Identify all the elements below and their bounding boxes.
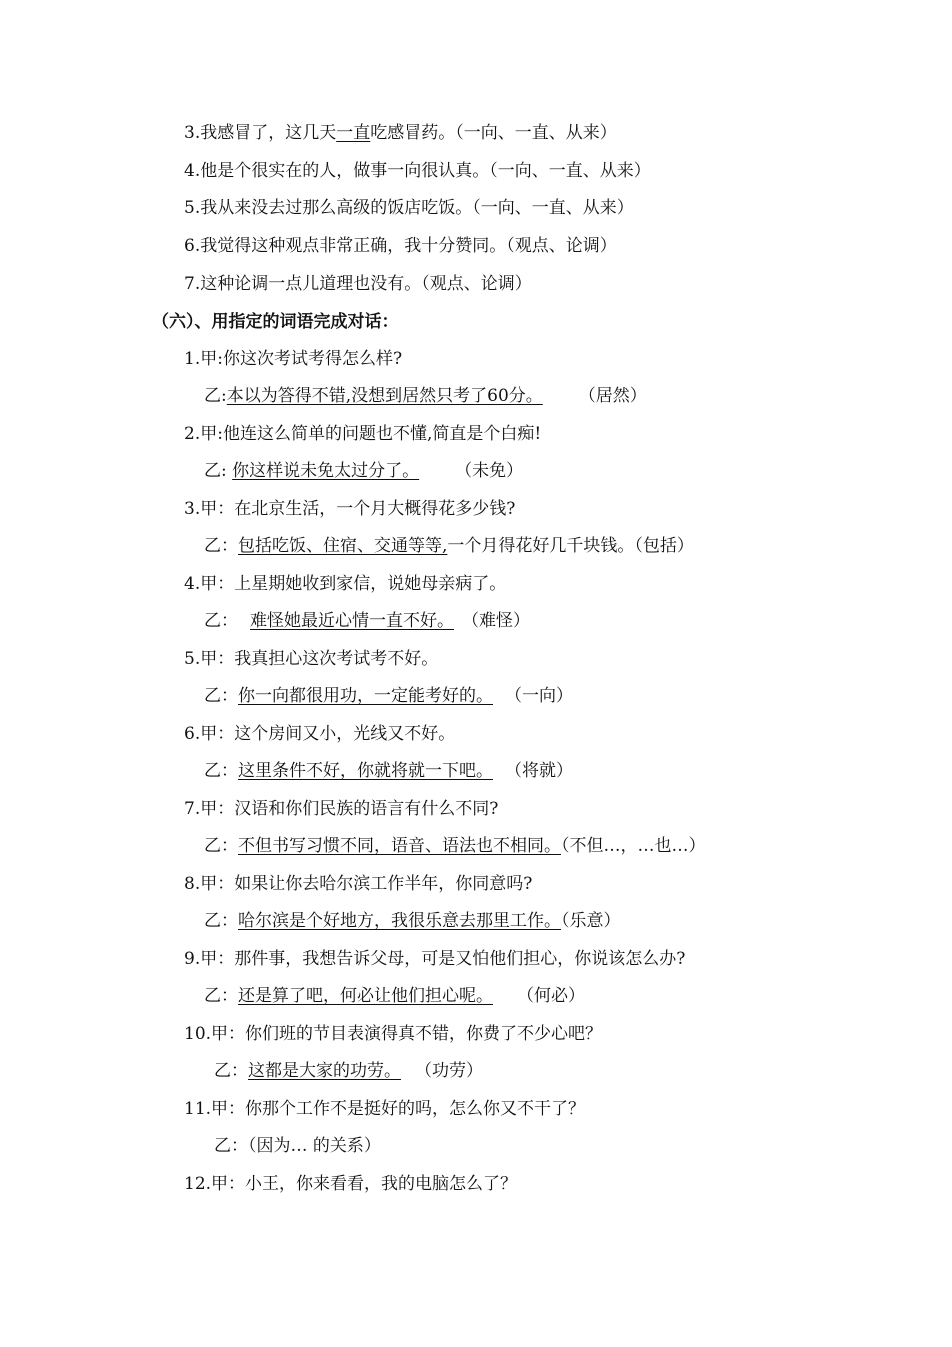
answer-prefix: 乙： [204, 611, 238, 631]
item-5 [184, 197, 634, 219]
answer-prefix: 乙： [204, 986, 238, 1006]
item-text: 我感冒了，这几天 [200, 123, 337, 143]
underlined-answer: 还是算了吧，何必让他们担心呢。 [238, 986, 493, 1006]
answer-prefix: 乙： [204, 761, 238, 781]
underlined-answer: 包括吃饭、住宿、交通等等, [238, 536, 448, 556]
item-text: 我从来没去过那么高级的饭店吃饭。（一向、一直、从来） [200, 198, 634, 218]
answer-prefix: 乙： [204, 686, 238, 706]
item-number: 9. [184, 949, 201, 969]
item-number: 7. [184, 799, 201, 819]
item-number: 8. [184, 874, 201, 894]
hint-word: （功劳） [415, 1061, 483, 1081]
item-number: 6. [184, 724, 201, 744]
item-3 [184, 122, 617, 144]
dialogue-1-answer [204, 385, 647, 407]
underlined-answer: 你一向都很用功，一定能考好的。 [238, 686, 493, 706]
underlined-answer: 哈尔滨是个好地方，我很乐意去那里工作。 [238, 911, 561, 931]
answer-prefix: 乙: [204, 386, 227, 406]
answer-text: 一个月得花好几千块钱。（包括） [447, 536, 694, 556]
dialogue-10-question [184, 1023, 602, 1045]
hint-word: （一向） [505, 686, 573, 706]
item-text: 这种论调一点儿道理也没有。（观点、论调） [200, 274, 532, 294]
underlined-answer: 不但书写习惯不同，语音、语法也不相同。 [238, 836, 561, 856]
question-text: 甲：如果让你去哈尔滨工作半年，你同意吗? [200, 874, 533, 894]
item-number: 10. [184, 1024, 212, 1044]
question-text: 甲：在北京生活，一个月大概得花多少钱? [200, 499, 516, 519]
dialogue-11-answer [214, 1135, 381, 1157]
answer-prefix: 乙: [204, 461, 233, 481]
item-number: 4. [184, 161, 201, 181]
hint-word: （将就） [505, 761, 573, 781]
dialogue-8-question [184, 873, 532, 895]
dialogue-4-question [184, 573, 506, 595]
dialogue-10-answer [214, 1060, 483, 1082]
item-number: 12. [184, 1174, 212, 1194]
underlined-answer: 你这样说未免太过分了。 [232, 461, 420, 481]
question-text: 甲:他连这么简单的问题也不懂,简直是个白痴! [200, 424, 542, 444]
dialogue-6-answer [204, 760, 573, 782]
dialogue-1-question [184, 348, 402, 370]
question-text: 甲:你这次考试考得怎么样? [200, 349, 403, 369]
item-number: 7. [184, 274, 201, 294]
answer-prefix: 乙： [204, 536, 238, 556]
dialogue-7-answer [204, 835, 706, 857]
question-text: 甲：上星期她收到家信，说她母亲病了。 [200, 574, 507, 594]
dialogue-12-question [184, 1173, 517, 1195]
answer-prefix: 乙： [214, 1061, 248, 1081]
hint-word: （难怪） [462, 611, 530, 631]
dialogue-3-answer [204, 535, 694, 557]
answer-prefix: 乙： [204, 911, 238, 931]
question-text: 甲：你们班的节目表演得真不错，你费了不少心吧？ [211, 1024, 603, 1044]
item-number: 3. [184, 499, 201, 519]
item-text: 他是个很实在的人，做事一向很认真。（一向、一直、从来） [200, 161, 651, 181]
hint-word: （不但…，…也…） [561, 836, 706, 856]
question-text: 甲：汉语和你们民族的语言有什么不同? [200, 799, 499, 819]
answer-prefix: 乙： [214, 1136, 248, 1156]
underlined-answer: 本以为答得不错,没想到居然只考了60分。 [226, 386, 543, 406]
hint-word: （居然） [578, 386, 647, 406]
dialogue-9-answer [204, 985, 585, 1007]
underlined-answer: 这里条件不好，你就将就一下吧。 [238, 761, 493, 781]
question-text: 甲：我真担心这次考试考不好。 [200, 649, 439, 669]
hint-word: （乐意） [561, 911, 621, 931]
dialogue-5-answer [204, 685, 573, 707]
dialogue-7-question [184, 798, 498, 820]
question-text: 甲：你那个工作不是挺好的吗，怎么你又不干了？ [211, 1099, 586, 1119]
item-number: 5. [184, 649, 201, 669]
hint-word: （何必） [517, 986, 585, 1006]
item-7 [184, 273, 532, 295]
item-number: 5. [184, 198, 201, 218]
section-heading: （六）、用指定的词语完成对话： [152, 312, 399, 332]
hint-word: （未免） [455, 461, 524, 481]
item-number: 3. [184, 123, 201, 143]
underlined-answer: 一直 [336, 123, 371, 143]
underlined-answer: 难怪她最近心情一直不好。 [250, 611, 454, 631]
dialogue-6-question [184, 723, 455, 745]
item-number: 6. [184, 236, 201, 256]
question-text: 甲：这个房间又小，光线又不好。 [200, 724, 456, 744]
item-text: 我觉得这种观点非常正确，我十分赞同。（观点、论调） [200, 236, 617, 256]
answer-prefix: 乙： [204, 836, 238, 856]
underlined-answer: 这都是大家的功劳。 [248, 1061, 401, 1081]
item-4 [184, 160, 651, 182]
item-number: 4. [184, 574, 201, 594]
dialogue-3-question [184, 498, 515, 520]
dialogue-11-question [184, 1098, 585, 1120]
dialogue-9-question [184, 948, 685, 970]
dialogue-2-question [184, 423, 541, 445]
item-number: 1. [184, 349, 201, 369]
item-6 [184, 235, 617, 257]
dialogue-5-question [184, 648, 438, 670]
item-text: 吃感冒药。（一向、一直、从来） [370, 123, 617, 143]
item-number: 2. [184, 424, 201, 444]
question-text: 甲：小王，你来看看，我的电脑怎么了？ [211, 1174, 518, 1194]
question-text: 甲：那件事，我想告诉父母，可是又怕他们担心，你说该怎么办? [200, 949, 686, 969]
item-number: 11. [184, 1099, 212, 1119]
dialogue-2-answer [204, 460, 523, 482]
dialogue-8-answer [204, 910, 621, 932]
hint-word: （因为… 的关系） [248, 1136, 381, 1156]
dialogue-4-answer [204, 610, 530, 632]
